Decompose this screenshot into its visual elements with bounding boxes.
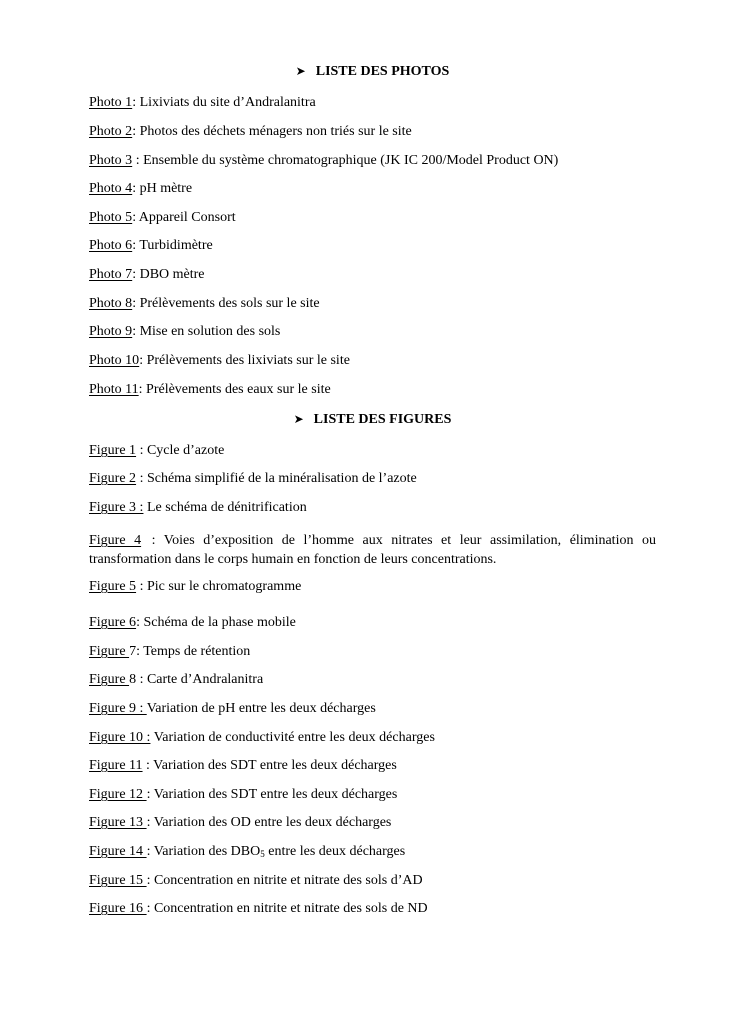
photo-entry: Photo 8: Prélèvements des sols sur le site	[89, 296, 320, 311]
photo-entry: Photo 6: Turbidimètre	[89, 238, 213, 253]
photo-entry: Photo 5: Appareil Consort	[89, 210, 236, 225]
figure-entry: Figure 13 : Variation des OD entre les deux décharges	[89, 815, 392, 830]
figure-entry: Figure 15 : Concentration en nitrite et nitrate des sols d’AD	[89, 873, 423, 888]
figure-entry: Figure 2 : Schéma simplifié de la minéralisation de l’azote	[89, 471, 417, 486]
figure-entry: Figure 14 : Variation des $DBO_5$ entre les deux décharges	[89, 844, 406, 859]
photo-entry: Photo 3 : Ensemble du système chromatographique (JK IC 200/Model Product ON)	[89, 153, 559, 168]
photo-entry: Photo 4: pH mètre	[89, 181, 193, 196]
figure-entry: Figure 3 : Le schéma de dénitrification	[89, 500, 307, 515]
figure-entry: Figure 9 : Variation de pH entre les deux décharges	[89, 701, 376, 716]
figure-entry: Figure 6: Schéma de la phase mobile	[89, 615, 296, 630]
figure-entry: Figure 7: Temps de rétention	[89, 644, 251, 659]
photo-entry: Photo 2: Photos des déchets ménagers non triés sur le site	[89, 124, 412, 139]
photo-entry: Photo 10: Prélèvements des lixiviats sur le site	[89, 353, 350, 368]
figure-entry: Figure 16 : Concentration en nitrite et nitrate des sols de ND	[89, 901, 428, 916]
photo-entry: Photo 9: Mise en solution des sols	[89, 324, 281, 339]
photo-entry: Photo 1: Lixiviats du site d’Andralanitra	[89, 95, 316, 110]
photo-entry: Photo 11: Prélèvements des eaux sur le site	[89, 382, 331, 397]
arrow-bullet-icon: ➤	[295, 64, 306, 78]
figure-entry: Figure 8 : Carte d’Andralanitra	[89, 672, 264, 687]
figure-entry: Figure 10 : Variation de conductivité entre les deux décharges	[89, 730, 435, 745]
figure-entry: Figure 11 : Variation des SDT entre les deux décharges	[89, 758, 397, 773]
figure-entry: Figure 4 : Voies d’exposition de l’homme aux nitrates et leur assimilation, élimination ou transformation dans le corps humain en fonction de leurs concentrations.	[89, 533, 656, 567]
photos-heading: ➤ LISTE DES PHOTOS	[295, 64, 450, 79]
figures-heading: ➤ LISTE DES FIGURES	[293, 412, 452, 427]
photo-entry: Photo 7: DBO mètre	[89, 267, 205, 282]
figure-entry: Figure 1 : Cycle d’azote	[89, 443, 225, 458]
figure-entry: Figure 12 : Variation des SDT entre les deux décharges	[89, 787, 398, 802]
figure-entry: Figure 5 : Pic sur le chromatogramme	[89, 579, 302, 594]
arrow-bullet-icon: ➤	[293, 412, 304, 426]
